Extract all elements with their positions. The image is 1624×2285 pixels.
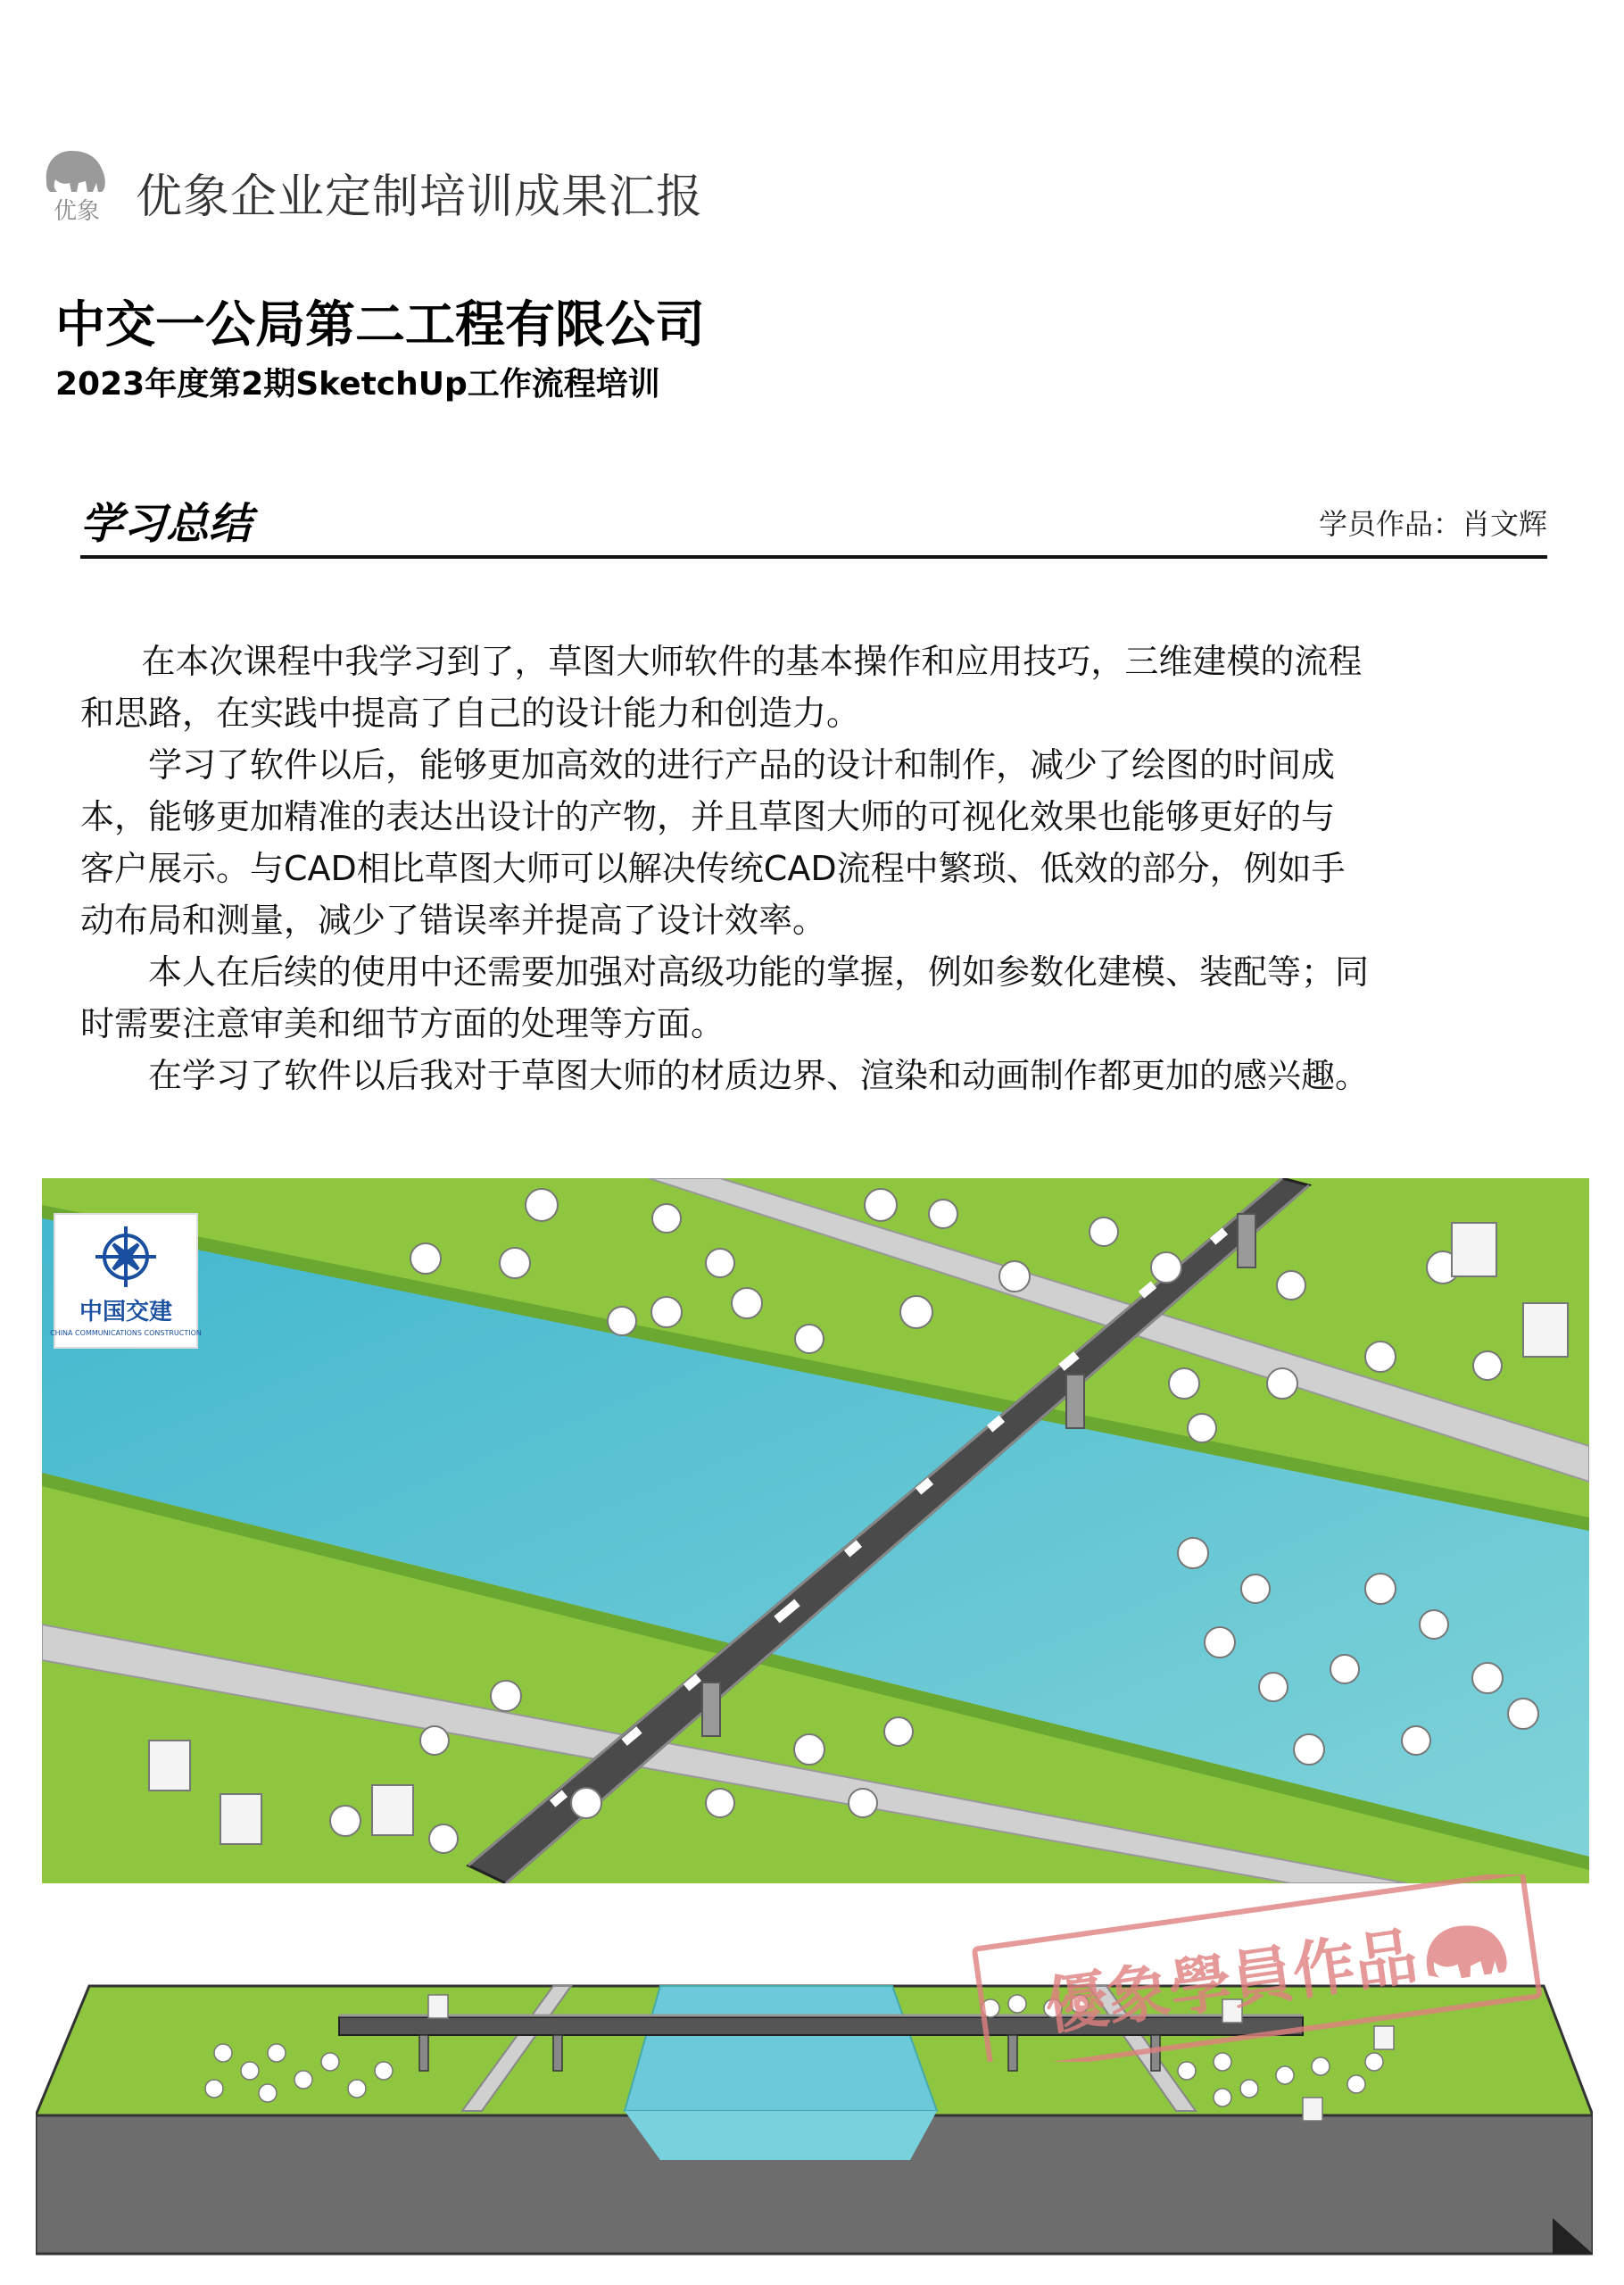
section-pier bbox=[419, 2035, 428, 2071]
summary-paragraph bbox=[80, 636, 1562, 739]
summary-line: 客户展示。与CAD相比草图大师可以解决传统CAD流程中繁琐、低效的部分，例如手 bbox=[80, 849, 1346, 888]
stamp-elephant-icon bbox=[1422, 1920, 1509, 1982]
section-pier bbox=[553, 2035, 562, 2071]
brand-logo bbox=[39, 138, 114, 224]
section-river bbox=[625, 1986, 937, 2111]
summary-line: 在学习了软件以后我对于草图大师的材质边界、渲染和动画制作都更加的感兴趣。 bbox=[148, 1056, 1370, 1095]
building bbox=[220, 1794, 261, 1844]
student-work-stamp bbox=[962, 1874, 1551, 2062]
building bbox=[372, 1785, 413, 1835]
brand-logo-text: 优象 bbox=[53, 198, 101, 224]
summary-text bbox=[80, 636, 1562, 1101]
logo-cn-text: 中国交建 bbox=[79, 1299, 173, 1325]
bridge-pier bbox=[702, 1683, 720, 1736]
bridge-pier bbox=[1238, 1214, 1255, 1267]
company-name: 中交一公局第二工程有限公司 bbox=[55, 296, 705, 354]
summary-paragraph bbox=[80, 739, 1562, 946]
china-communications-logo bbox=[50, 1214, 202, 1348]
bridge-pier bbox=[1066, 1375, 1084, 1428]
summary-line: 时需要注意审美和细节方面的处理等方面。 bbox=[80, 1004, 725, 1043]
header-title: 优象企业定制培训成果汇报 bbox=[136, 170, 704, 224]
logo-en-text: CHINA COMMUNICATIONS CONSTRUCTION bbox=[50, 1329, 202, 1337]
summary-paragraph bbox=[80, 946, 1562, 1050]
building bbox=[149, 1741, 190, 1791]
section-building bbox=[428, 1995, 448, 2018]
section-river-front bbox=[625, 2111, 937, 2160]
building bbox=[1452, 1223, 1496, 1276]
building bbox=[1523, 1303, 1568, 1357]
section-divider bbox=[80, 555, 1547, 559]
course-name: 2023年度第2期SketchUp工作流程培训 bbox=[55, 366, 660, 403]
summary-paragraph bbox=[80, 1050, 1562, 1101]
stamp-text: 優象學員作品 bbox=[1040, 1918, 1422, 2044]
aerial-bridge-render bbox=[42, 1178, 1589, 1883]
summary-line: 学习了软件以后，能够更加高效的进行产品的设计和制作，减少了绘图的时间成 bbox=[148, 745, 1336, 785]
summary-line: 本人在后续的使用中还需要加强对高级功能的掌握，例如参数化建模、装配等；同 bbox=[148, 952, 1370, 992]
summary-line: 本，能够更加精准的表达出设计的产物，并且草图大师的可视化效果也能够更好的与 bbox=[80, 797, 1336, 836]
summary-line: 动布局和测量，减少了错误率并提高了设计效率。 bbox=[80, 901, 827, 940]
student-credit: 学员作品：肖文辉 bbox=[1318, 507, 1547, 541]
summary-line: 在本次课程中我学习到了，草图大师软件的基本操作和应用技巧，三维建模的流程 bbox=[141, 642, 1363, 681]
section-building bbox=[1303, 2098, 1322, 2121]
summary-line: 和思路，在实践中提高了自己的设计能力和创造力。 bbox=[80, 694, 861, 733]
section-title: 学习总结 bbox=[80, 499, 253, 549]
